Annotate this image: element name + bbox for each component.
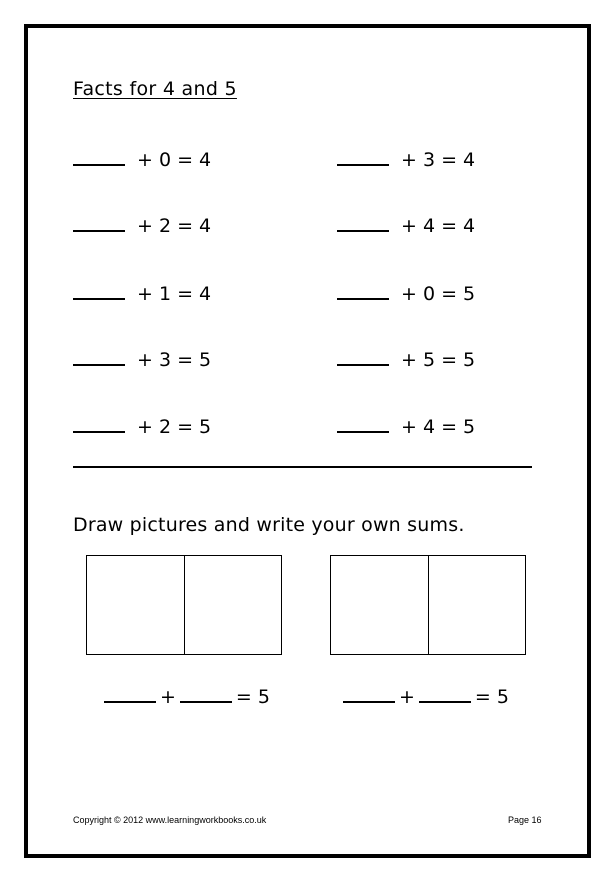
- answer-blank[interactable]: [73, 146, 125, 166]
- drawing-box-part[interactable]: [428, 556, 526, 654]
- sum-expression: + 4 = 5: [401, 416, 476, 438]
- sum-expression: + 3 = 5: [137, 349, 212, 371]
- sum-left-4: [73, 346, 211, 371]
- drawing-box-left[interactable]: [86, 555, 282, 655]
- plus-sign: +: [399, 686, 415, 708]
- sum-left-2: [73, 212, 211, 237]
- sum-expression: + 5 = 5: [401, 349, 476, 371]
- sum-expression: + 3 = 4: [401, 149, 476, 171]
- answer-blank[interactable]: [337, 212, 389, 232]
- answer-blank[interactable]: [337, 280, 389, 300]
- answer-blank[interactable]: [73, 280, 125, 300]
- sum-expression: + 0 = 5: [401, 283, 476, 305]
- sum-right-3: [337, 280, 475, 305]
- answer-blank[interactable]: [337, 146, 389, 166]
- answer-blank[interactable]: [337, 346, 389, 366]
- sum-left-1: [73, 146, 211, 171]
- instruction-text: Draw pictures and write your own sums.: [73, 514, 465, 536]
- sum-result: = 5: [474, 686, 509, 708]
- sum-expression: + 4 = 4: [401, 215, 476, 237]
- answer-blank[interactable]: [73, 212, 125, 232]
- answer-blank[interactable]: [343, 683, 395, 703]
- answer-blank[interactable]: [337, 413, 389, 433]
- own-sum-left: [104, 683, 270, 708]
- answer-blank[interactable]: [73, 346, 125, 366]
- sum-right-5: [337, 413, 475, 438]
- sum-left-3: [73, 280, 211, 305]
- sum-right-2: [337, 212, 475, 237]
- drawing-box-part[interactable]: [184, 556, 282, 654]
- sum-right-1: [337, 146, 475, 171]
- answer-blank[interactable]: [180, 683, 232, 703]
- answer-blank[interactable]: [419, 683, 471, 703]
- sum-expression: + 0 = 4: [137, 149, 212, 171]
- page-number: Page 16: [508, 815, 542, 825]
- sum-result: = 5: [235, 686, 270, 708]
- answer-blank[interactable]: [73, 413, 125, 433]
- drawing-box-part[interactable]: [331, 556, 428, 654]
- sum-expression: + 2 = 4: [137, 215, 212, 237]
- drawing-box-right[interactable]: [330, 555, 526, 655]
- worksheet-title: Facts for 4 and 5: [73, 78, 237, 100]
- plus-sign: +: [160, 686, 176, 708]
- sum-expression: + 2 = 5: [137, 416, 212, 438]
- sum-expression: + 1 = 4: [137, 283, 212, 305]
- section-divider: [73, 466, 532, 468]
- copyright-text: Copyright © 2012 www.learningworkbooks.co.uk: [73, 815, 267, 825]
- answer-blank[interactable]: [104, 683, 156, 703]
- own-sum-right: [343, 683, 509, 708]
- sum-right-4: [337, 346, 475, 371]
- drawing-box-part[interactable]: [87, 556, 184, 654]
- sum-left-5: [73, 413, 211, 438]
